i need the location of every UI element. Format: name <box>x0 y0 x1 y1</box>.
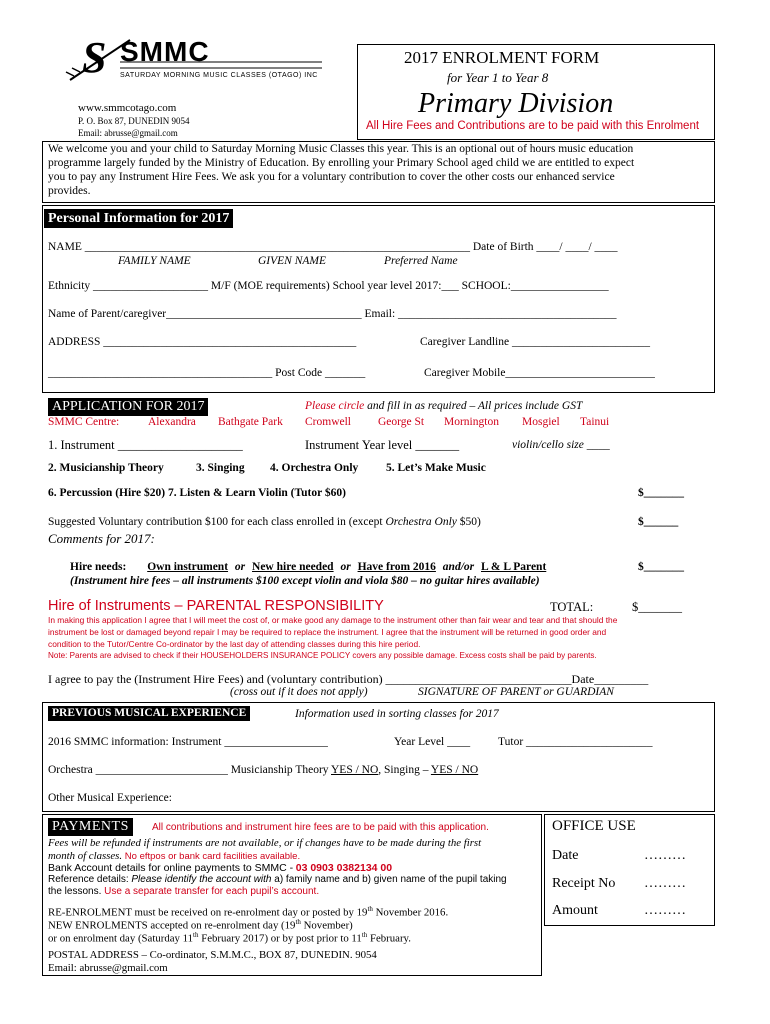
hire-needs-line <box>70 561 546 573</box>
tutor-field[interactable]: Tutor ______________________ <box>498 736 653 748</box>
and-or: and/or <box>442 561 475 573</box>
enrol-day-mid: February 2017) or by post prior to 11 <box>201 932 362 945</box>
theory-yes-no[interactable]: YES / NO <box>331 764 379 776</box>
centre-tainui[interactable]: Tainui <box>580 416 610 428</box>
postal-address: POSTAL ADDRESS – Co-ordinator, S.M.M.C., BOX 87, DUNEDIN. 9054 <box>48 949 377 961</box>
personal-box <box>42 205 715 393</box>
total-label: TOTAL: <box>550 600 594 614</box>
website: www.smmcotago.com <box>78 102 177 114</box>
note-rest: and fill in as required – All prices include GST <box>367 400 583 412</box>
fees-note: All Hire Fees and Contributions are to be paid with this Enrolment <box>366 120 700 132</box>
office-date-value[interactable]: ……… <box>644 848 686 863</box>
re-enrol-sup: th <box>367 905 373 913</box>
new-enrolments-line <box>48 918 353 932</box>
mobile-field[interactable]: Caregiver Mobile__________________________ <box>424 367 655 379</box>
centre-cromwell[interactable]: Cromwell <box>305 416 351 428</box>
other-experience-field[interactable]: Other Musical Experience: <box>48 792 172 804</box>
hire-para-1: In making this application I agree that I will meet the cost of, or make good any damage to the instrument other than fair wear and tear and that should the <box>48 615 618 625</box>
new-enrol-text: NEW ENROLMENTS accepted on re-enrolment day (19 <box>48 919 296 932</box>
logo <box>60 32 340 92</box>
logo-text: SMMC <box>120 36 210 67</box>
header-email: Email: abrusse@gmail.com <box>78 128 178 138</box>
office-amount-label: Amount <box>552 903 598 918</box>
welcome-line-3: you to pay any Instrument Hire Fees. We ask you for a voluntary contribution to cover the other costs our enhanced service <box>48 171 615 183</box>
centre-alexandra[interactable]: Alexandra <box>148 416 196 428</box>
amount-1[interactable]: $_______ <box>638 487 684 499</box>
family-name-label: FAMILY NAME <box>118 255 191 267</box>
hire-para-2: instrument be lost or damaged beyond repair I may be required to replace the instrument. I agree that the instrument will be returned in good order and <box>48 627 607 637</box>
note-please-circle: Please circle <box>305 400 365 412</box>
hire-heading: Hire of Instruments – PARENTAL RESPONSIBILITY <box>48 598 384 614</box>
class-musicianship[interactable]: 2. Musicianship Theory <box>48 462 164 474</box>
logo-subtitle: SATURDAY MORNING MUSIC CLASSES (OTAGO) INC <box>120 72 318 79</box>
refund-month: month of classes. <box>48 850 123 862</box>
class-lets-make-music[interactable]: 5. Let’s Make Music <box>386 462 486 474</box>
office-receipt-value[interactable]: ……… <box>644 876 686 891</box>
previous-note: Information used in sorting classes for 2017 <box>295 708 499 720</box>
centre-mornington[interactable]: Mornington <box>444 416 499 428</box>
reference-line-2 <box>48 886 319 897</box>
centre-mosgiel[interactable]: Mosgiel <box>522 416 560 428</box>
suggested-orchestra: Orchestra Only <box>385 516 457 528</box>
payments-email: Email: abrusse@gmail.com <box>48 962 168 974</box>
re-enrol-text: RE-ENROLMENT must be received on re-enrolment day or posted by 19 <box>48 906 368 919</box>
new-enrol-sup: th <box>295 918 301 926</box>
po-box: P. O. Box 87, DUNEDIN 9054 <box>78 116 190 126</box>
office-receipt-label: Receipt No <box>552 876 616 891</box>
comments-label[interactable]: Comments for 2017: <box>48 531 155 546</box>
bank-text: Bank Account details for online payments to SMMC - <box>48 862 294 874</box>
percussion-line[interactable]: 6. Percussion (Hire $20) 7. Listen & Learn Violin (Tutor $60) <box>48 487 346 499</box>
given-name-label: GIVEN NAME <box>258 255 327 267</box>
re-enrolment-line <box>48 905 448 919</box>
hire-needs-label: Hire needs: <box>70 561 127 573</box>
cello-size-field[interactable]: violin/cello size ____ <box>512 439 610 451</box>
welcome-line-4: provides. <box>48 185 91 197</box>
preferred-name-label: Preferred Name <box>384 255 458 267</box>
smmc-info-field[interactable]: 2016 SMMC information: Instrument __________________ <box>48 736 328 748</box>
amount-3[interactable]: $_______ <box>638 561 684 573</box>
have-from-option[interactable]: Have from 2016 <box>357 561 436 573</box>
bank-line <box>48 862 392 874</box>
class-singing[interactable]: 3. Singing <box>196 462 245 474</box>
new-enrol-end: November) <box>303 919 353 932</box>
class-orchestra[interactable]: 4. Orchestra Only <box>270 462 359 474</box>
office-amount-value[interactable]: ……… <box>644 903 686 918</box>
name-field[interactable]: NAME ___________________________________________________________________ Date of Birth ____/ ____/ ____ <box>48 241 618 253</box>
office-date-label: Date <box>552 848 579 863</box>
or-1: or <box>234 561 246 573</box>
enrol-day-end: February. <box>369 932 411 945</box>
enrolment-day-line <box>48 931 411 945</box>
payments-note: All contributions and instrument hire fees are to be paid with this application. <box>152 822 489 833</box>
address-field[interactable]: ADDRESS ____________________________________________ <box>48 336 357 348</box>
ref-details: a) family name and b) given name of the pupil taking <box>274 874 507 885</box>
personal-heading: Personal Information for 2017 <box>44 209 233 228</box>
singing-text: , Singing – <box>378 764 429 776</box>
orchestra-text[interactable]: Orchestra _______________________ Musicianship Theory <box>48 764 329 776</box>
hire-para-3: condition to the Tutor/Centre Co-ordinator by the last day of attending classes during this hire period. <box>48 639 421 649</box>
agree-line[interactable]: I agree to pay the (Instrument Hire Fees) and (voluntary contribution) _______________________________Date_________ <box>48 672 649 686</box>
postcode-field[interactable]: _______________________________________ Post Code _______ <box>48 367 366 379</box>
form-title: 2017 ENROLMENT FORM <box>404 48 600 67</box>
singing-yes-no[interactable]: YES / NO <box>430 764 479 776</box>
svg-text:S: S <box>82 33 107 82</box>
reference-line-1 <box>48 874 507 885</box>
enrol-day-sup: th <box>193 931 199 939</box>
previous-heading: PREVIOUS MUSICAL EXPERIENCE <box>48 706 250 721</box>
eftpos-note: No eftpos or bank card facilities available. <box>124 851 301 862</box>
ref-label: Reference details: <box>48 874 129 885</box>
suggested-end: $50) <box>459 516 481 528</box>
suggested-text: Suggested Voluntary contribution $100 for each class enrolled in (except <box>48 516 383 528</box>
ll-parent-option[interactable]: L & L Parent <box>481 561 547 573</box>
re-enrol-end: November 2016. <box>375 906 449 919</box>
amount-2[interactable]: $______ <box>638 516 679 528</box>
welcome-line-2: programme largely funded by the Ministry of Education. By enrolling your Primary School aged child we are entitled to expect <box>48 157 635 169</box>
instrument-field[interactable]: 1. Instrument ____________________ <box>48 438 243 452</box>
orchestra-line <box>48 764 478 776</box>
division-title: Primary Division <box>418 88 614 119</box>
centre-bathgate-park[interactable]: Bathgate Park <box>218 416 283 428</box>
ethnicity-field[interactable]: Ethnicity ____________________ M/F (MOE requirements) School year level 2017:___ SCHOOL:_________________ <box>48 280 609 292</box>
total-amount[interactable]: $_______ <box>632 600 682 614</box>
signature-label: SIGNATURE OF PARENT or GUARDIAN <box>418 686 614 698</box>
enrol-day-sup-2: th <box>361 931 368 939</box>
new-hire-option[interactable]: New hire needed <box>252 561 334 573</box>
year-level-field[interactable]: Instrument Year level _______ <box>305 438 460 452</box>
application-note <box>305 400 582 412</box>
ref-identify: Please identify the account with <box>131 874 272 885</box>
or-2: or <box>340 561 351 573</box>
refund-line-2 <box>48 850 300 862</box>
year-range: for Year 1 to Year 8 <box>447 70 549 85</box>
hire-para-4: Note: Parents are advised to check if their HOUSEHOLDERS INSURANCE POLICY covers any possible damage. Excess costs shall be paid by parents. <box>48 651 597 660</box>
application-heading: APPLICATION FOR 2017 <box>48 398 208 416</box>
bank-account-number: 03 0903 0382134 00 <box>295 862 393 874</box>
hire-fees-note: (Instrument hire fees – all instruments $100 except violin and viola $80 – no guitar hires available) <box>70 575 540 587</box>
suggested-line <box>48 516 481 528</box>
refund-line-1: Fees will be refunded if instruments are not available, or if changes have to be made during the first <box>48 837 482 849</box>
prev-year-level-field[interactable]: Year Level ____ <box>394 736 471 748</box>
landline-field[interactable]: Caregiver Landline ________________________ <box>420 336 650 348</box>
office-heading: OFFICE USE <box>552 818 636 834</box>
cross-out-note: (cross out if it does not apply) <box>230 686 368 698</box>
welcome-line-1: We welcome you and your child to Saturday Morning Music Classes this year. This is an optional out of hours music education <box>48 143 634 155</box>
ref-lessons: the lessons. <box>48 886 102 897</box>
payments-heading: PAYMENTS <box>48 818 133 836</box>
centre-label: SMMC Centre: <box>48 416 120 428</box>
own-instrument-option[interactable]: Own instrument <box>147 561 229 573</box>
enrol-day-text: or on enrolment day (Saturday 11 <box>48 932 194 945</box>
centre-george-st[interactable]: George St <box>378 416 425 428</box>
parent-field[interactable]: Name of Parent/caregiver__________________________________ Email: ______________________________________ <box>48 308 617 320</box>
ref-separate-transfer: Use a separate transfer for each pupil’s account. <box>104 886 320 897</box>
